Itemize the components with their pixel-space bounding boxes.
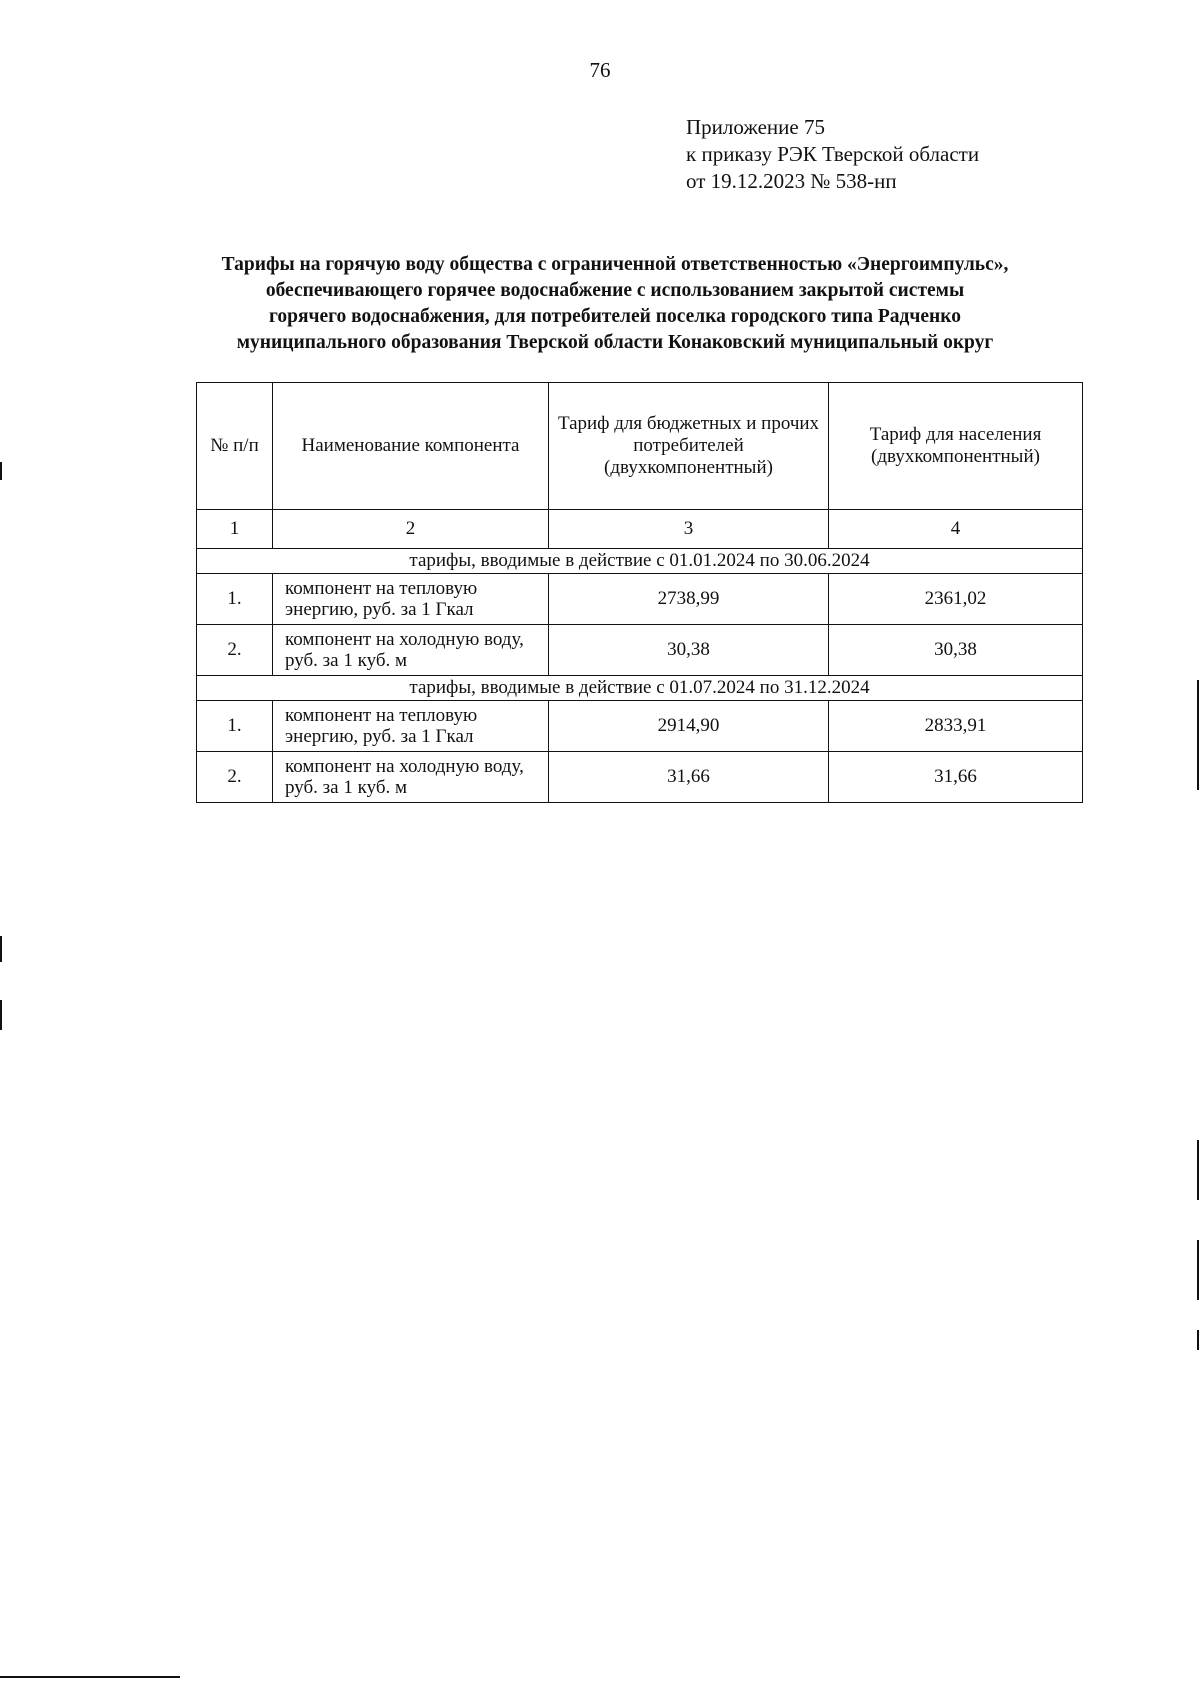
title-line: горячего водоснабжения, для потребителей поселка городского типа Радченко (268, 306, 962, 327)
population-tariff-value: 2361,02 (829, 574, 1083, 625)
budget-tariff-value: 2738,99 (549, 574, 829, 625)
header-name: Наименование компонента (273, 383, 549, 510)
table-header-row (197, 383, 1083, 510)
population-tariff-value: 31,66 (829, 752, 1083, 803)
row-num: 2. (197, 625, 273, 676)
budget-tariff-value: 30,38 (549, 625, 829, 676)
header-population-tariff: Тариф для населения (двухкомпонентный) (829, 383, 1083, 510)
scan-edge-mark (1197, 1240, 1199, 1300)
appendix-reference (686, 114, 979, 195)
header-num: № п/п (197, 383, 273, 510)
footer-rule (0, 1676, 180, 1678)
period-row (197, 549, 1083, 574)
scan-edge-mark (0, 936, 2, 962)
budget-tariff-value: 2914,90 (549, 701, 829, 752)
tariff-table (196, 382, 1083, 803)
scan-edge-mark (1197, 1330, 1199, 1350)
scan-edge-mark (0, 1000, 2, 1030)
component-name: компонент на холодную воду, руб. за 1 куб. м (273, 752, 549, 803)
appendix-line: от 19.12.2023 № 538-нп (686, 169, 897, 193)
header-budget-tariff: Тариф для бюджетных и прочих потребителей (двухкомпонентный) (549, 383, 829, 510)
component-name: компонент на тепловую энергию, руб. за 1 Гкал (273, 701, 549, 752)
row-num: 1. (197, 701, 273, 752)
table-row (197, 701, 1083, 752)
column-number: 1 (197, 510, 273, 549)
budget-tariff-value: 31,66 (549, 752, 829, 803)
table-row (197, 625, 1083, 676)
title-line: муниципального образования Тверской области Конаковский муниципальный округ (236, 332, 994, 353)
column-number: 3 (549, 510, 829, 549)
title-line: Тарифы на горячую воду общества с ограниченной ответственностью «Энергоимпульс», (221, 254, 1009, 275)
period-row (197, 676, 1083, 701)
appendix-line: к приказу РЭК Тверской области (686, 142, 980, 166)
table-row (197, 574, 1083, 625)
scan-edge-mark (1197, 680, 1199, 790)
row-num: 2. (197, 752, 273, 803)
appendix-line: Приложение 75 (686, 115, 825, 139)
page-number: 76 (589, 58, 611, 82)
table-row (197, 752, 1083, 803)
period-label: тарифы, вводимые в действие с 01.07.2024 по 31.12.2024 (197, 676, 1083, 701)
component-name: компонент на тепловую энергию, руб. за 1 Гкал (273, 574, 549, 625)
population-tariff-value: 2833,91 (829, 701, 1083, 752)
population-tariff-value: 30,38 (829, 625, 1083, 676)
document-title (150, 252, 1080, 356)
scan-edge-mark (0, 462, 2, 480)
period-label: тарифы, вводимые в действие с 01.01.2024 по 30.06.2024 (197, 549, 1083, 574)
title-line: обеспечивающего горячее водоснабжение с использованием закрытой системы (265, 280, 965, 301)
scan-edge-mark (1197, 1140, 1199, 1200)
component-name: компонент на холодную воду, руб. за 1 куб. м (273, 625, 549, 676)
column-number: 2 (273, 510, 549, 549)
column-number-row (197, 510, 1083, 549)
row-num: 1. (197, 574, 273, 625)
column-number: 4 (829, 510, 1083, 549)
